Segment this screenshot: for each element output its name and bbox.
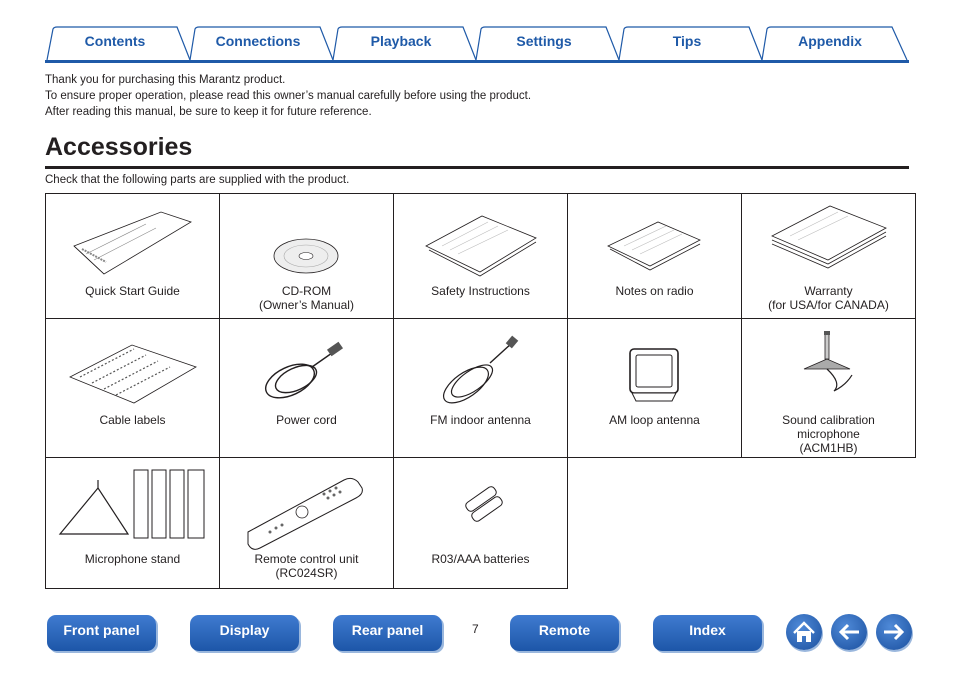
item-notes-on-radio [568,194,742,319]
tab-contents[interactable]: Contents [84,33,146,49]
power-cord-icon [220,319,393,413]
item-sublabel: (RC024SR) [275,566,338,580]
item-label: Microphone stand [84,552,181,566]
arrow-left-icon [831,614,867,650]
item-label: Warranty [804,284,853,298]
intro-line-3: After reading this manual, be sure to keep it for future reference. [45,106,372,118]
tab-connections[interactable]: Connections [215,33,301,49]
item-label: Power cord [276,413,337,427]
item-quick-start-guide [46,194,220,319]
item-sound-calibration-microphone [742,319,916,458]
page-title: Accessories [45,133,193,161]
fm-antenna-icon [394,319,567,413]
tab-underline [45,60,909,63]
front-panel-button[interactable]: Front panel [47,615,156,651]
microphone-icon [742,319,915,413]
tab-appendix[interactable]: Appendix [798,33,862,49]
title-rule [45,166,909,169]
check-text: Check that the following parts are supplied with the product. [45,174,350,186]
empty-cell [568,458,742,589]
tab-playback[interactable]: Playback [370,33,432,49]
accessories-table [45,193,916,589]
index-button[interactable]: Index [653,615,762,651]
batteries-icon [394,458,567,552]
remote-control-icon [220,458,393,552]
item-safety-instructions [394,194,568,319]
item-label: CD-ROM [281,284,332,298]
page-number: 7 [472,622,479,636]
item-label: Sound calibration [782,413,875,427]
am-loop-antenna-icon [568,319,741,413]
item-remote-control-unit [220,458,394,589]
item-sublabel-2: (ACM1HB) [799,441,858,455]
intro-line-1: Thank you for purchasing this Marantz product. [45,74,286,86]
intro-line-2: To ensure proper operation, please read this owner’s manual carefully before using the product. [45,90,532,102]
remote-button[interactable]: Remote [510,615,619,651]
forward-button[interactable] [876,614,912,650]
item-label: FM indoor antenna [430,413,531,427]
item-label: Safety Instructions [431,284,530,298]
item-microphone-stand [46,458,220,589]
back-button[interactable] [831,614,867,650]
display-button[interactable]: Display [190,615,299,651]
quick-start-guide-icon [46,194,219,284]
item-sublabel: microphone [797,427,860,441]
item-cd-rom [220,194,394,319]
item-label: Remote control unit [254,552,359,566]
item-power-cord [220,319,394,458]
home-button[interactable] [786,614,822,650]
rear-panel-button[interactable]: Rear panel [333,615,442,651]
cable-labels-icon [46,319,219,413]
warranty-icon [742,194,915,284]
safety-instructions-icon [394,194,567,284]
item-sublabel: (Owner’s Manual) [259,298,354,312]
item-batteries [394,458,568,589]
item-label: Quick Start Guide [85,284,180,298]
notes-on-radio-icon [568,194,741,284]
microphone-stand-icon [46,458,219,552]
item-am-loop-antenna [568,319,742,458]
item-warranty [742,194,916,319]
item-label: R03/AAA batteries [431,552,530,566]
item-fm-indoor-antenna [394,319,568,458]
item-cable-labels [46,319,220,458]
item-sublabel: (for USA/for CANADA) [768,298,889,312]
item-label: Notes on radio [615,284,694,298]
item-label: Cable labels [99,413,166,427]
top-tab-bar [45,25,909,63]
arrow-right-icon [876,614,912,650]
item-label: AM loop antenna [609,413,700,427]
empty-cell [742,458,916,589]
intro-text [45,72,531,120]
home-icon [786,614,822,650]
cd-rom-icon [220,194,393,284]
tab-tips[interactable]: Tips [672,33,702,49]
tab-settings[interactable]: Settings [516,33,572,49]
